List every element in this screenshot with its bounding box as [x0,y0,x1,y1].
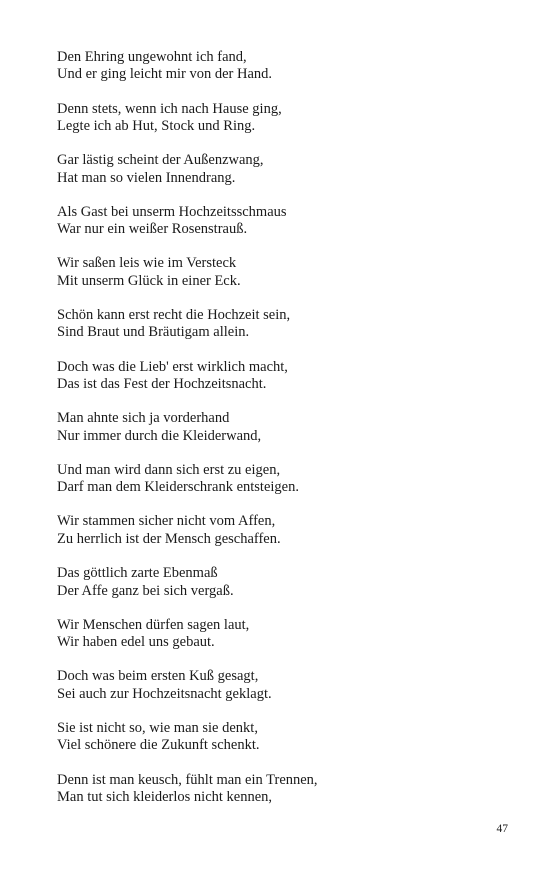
stanza-11 [57,565,517,600]
verse-line: Denn stets, wenn ich nach Hause ging, [57,100,282,117]
stanza-10 [57,513,517,548]
stanza-6 [57,307,517,342]
stanza-2 [57,101,517,136]
stanza-9 [57,462,517,497]
verse-line: Der Affe ganz bei sich vergaß. [57,582,234,599]
stanza-7 [57,359,517,394]
poem-body [57,49,517,823]
verse-line: Denn ist man keusch, fühlt man ein Trennen, [57,771,318,788]
verse-line: Man ahnte sich ja vorderhand [57,410,230,427]
stanza-5 [57,255,517,290]
verse-line: Schön kann erst recht die Hochzeit sein, [57,307,291,324]
verse-line: Hat man so vielen Innendrang. [57,169,236,186]
verse-line: Darf man dem Kleiderschrank entsteigen. [57,479,299,496]
verse-line: Wir Menschen dürfen sagen laut, [57,616,250,633]
stanza-8 [57,410,517,445]
stanza-13 [57,668,517,703]
verse-line: Den Ehring ungewohnt ich fand, [57,49,247,65]
verse-line: Und er ging leicht mir von der Hand. [57,66,273,83]
verse-line: Das ist das Fest der Hochzeitsnacht. [57,376,267,393]
stanza-1 [57,49,517,84]
stanza-15 [57,772,517,807]
verse-line: Und man wird dann sich erst zu eigen, [57,461,281,478]
page-number: 47 [496,823,508,835]
verse-line: Zu herrlich ist der Mensch geschaffen. [57,530,281,547]
stanza-3 [57,152,517,187]
verse-line: Sind Braut und Bräutigam allein. [57,324,250,341]
verse-line: Sei auch zur Hochzeitsnacht geklagt. [57,685,272,702]
verse-line: Das göttlich zarte Ebenmaß [57,565,218,582]
verse-line: Als Gast bei unserm Hochzeitsschmaus [57,203,287,220]
verse-line: War nur ein weißer Rosenstrauß. [57,221,248,238]
stanza-4 [57,204,517,239]
verse-line: Sie ist nicht so, wie man sie denkt, [57,719,258,736]
verse-line: Legte ich ab Hut, Stock und Ring. [57,118,256,135]
verse-line: Doch was die Lieb' erst wirklich macht, [57,358,288,375]
verse-line: Wir stammen sicher nicht vom Affen, [57,513,276,530]
stanza-14 [57,720,517,755]
verse-line: Mit unserm Glück in einer Eck. [57,272,241,289]
verse-line: Viel schönere die Zukunft schenkt. [57,737,260,754]
verse-line: Nur immer durch die Kleiderwand, [57,427,262,444]
verse-line: Wir haben edel uns gebaut. [57,634,215,651]
verse-line: Man tut sich kleiderlos nicht kennen, [57,788,273,805]
stanza-12 [57,617,517,652]
verse-line: Gar lästig scheint der Außenzwang, [57,152,264,169]
verse-line: Wir saßen leis wie im Versteck [57,255,237,272]
verse-line: Doch was beim ersten Kuß gesagt, [57,668,259,685]
